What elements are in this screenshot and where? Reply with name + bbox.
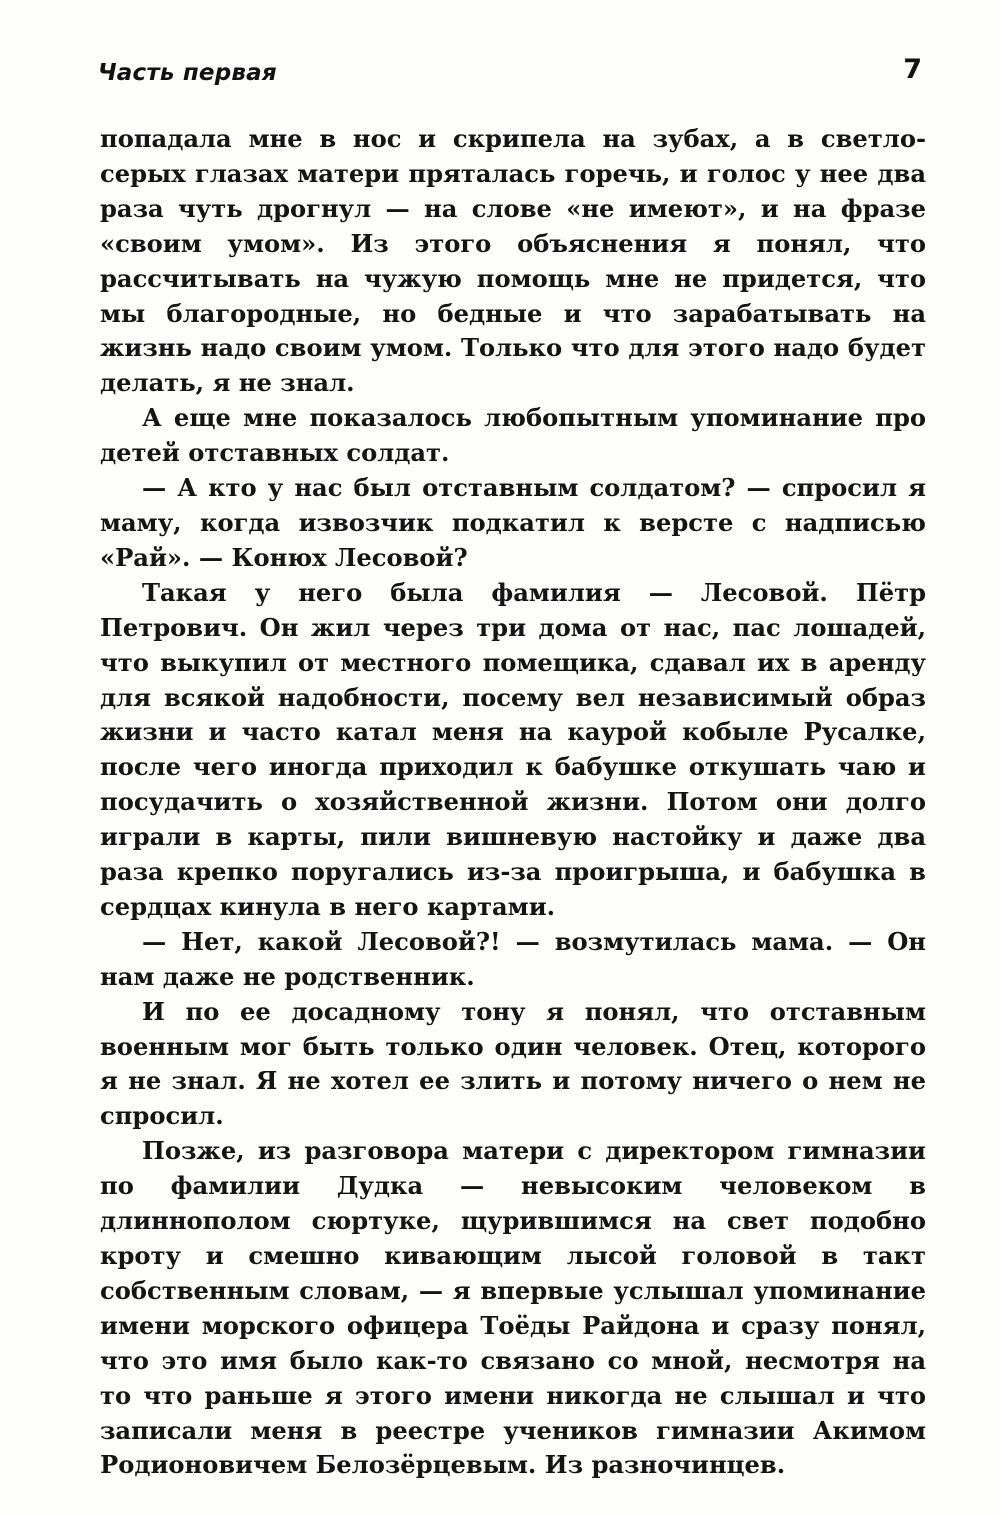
page-number: 7 (903, 54, 922, 85)
paragraph-3: — А кто у нас был отставным солдатом? — спросил я маму, когда извозчик подкатил к версте с надписью «Рай». — Конюх Лесовой? (100, 473, 926, 572)
paragraph-1: попадала мне в нос и скрипела на зубах, а в светло-серых глазах матери пряталась горечь, и голос у нее два раза чуть дрогнул — на слове «не имеют», и на фразе «своим умом». Из этого объяснения я понял, что рассчитывать на чужую помощь мне не придется, что мы благородные, но бедные и что зарабатывать на жизнь надо своим умом. Только что для этого надо будет делать, я не знал. (100, 124, 926, 398)
running-title: Часть первая (98, 60, 277, 86)
body-text (100, 122, 926, 1483)
paragraph-4: Такая у него была фамилия — Лесовой. Пётр Петрович. Он жил через три дома от нас, пас лошадей, что выкупил от местного помещика, сдавал их в аренду для всякой надобности, посему вел независимый образ жизни и часто катал меня на каурой кобыле Русалке, после чего иногда приходил к бабушке откушать чаю и посудачить о хозяйственной жизни. Потом они долго играли в карты, пили вишневую настойку и даже два раза крепко поругались из-за проигрыша, и бабушка в сердцах кинула в него картами. (100, 577, 926, 921)
paragraph-2: А еще мне показалось любопытным упоминание про детей отставных солдат. (100, 403, 926, 468)
paragraph-6: И по ее досадному тону я понял, что отставным военным мог быть только один человек. Отец, которого я не знал. Я не хотел ее злить и потому ничего о нем не спросил. (100, 996, 926, 1131)
paragraph-5: — Нет, какой Лесовой?! — возмутилась мама. — Он нам даже не родственник. (100, 926, 926, 991)
paragraph-7: Позже, из разговора матери с директором гимназии по фамилии Дудка — невысоким человеком в длиннополом сюртуке, щурившимся на свет подобно кроту и смешно кивающим лысой головой в такт собственным словам, — я впервые услышал упоминание имени морского офицера Тоёды Райдона и сразу понял, что это имя было как-то связано со мной, несмотря на то что раньше я этого имени никогда не слышал и что записали меня в реестре учеников гимназии Акимом Родионовичем Белозёрцевым. Из разночинцев. (100, 1136, 926, 1480)
